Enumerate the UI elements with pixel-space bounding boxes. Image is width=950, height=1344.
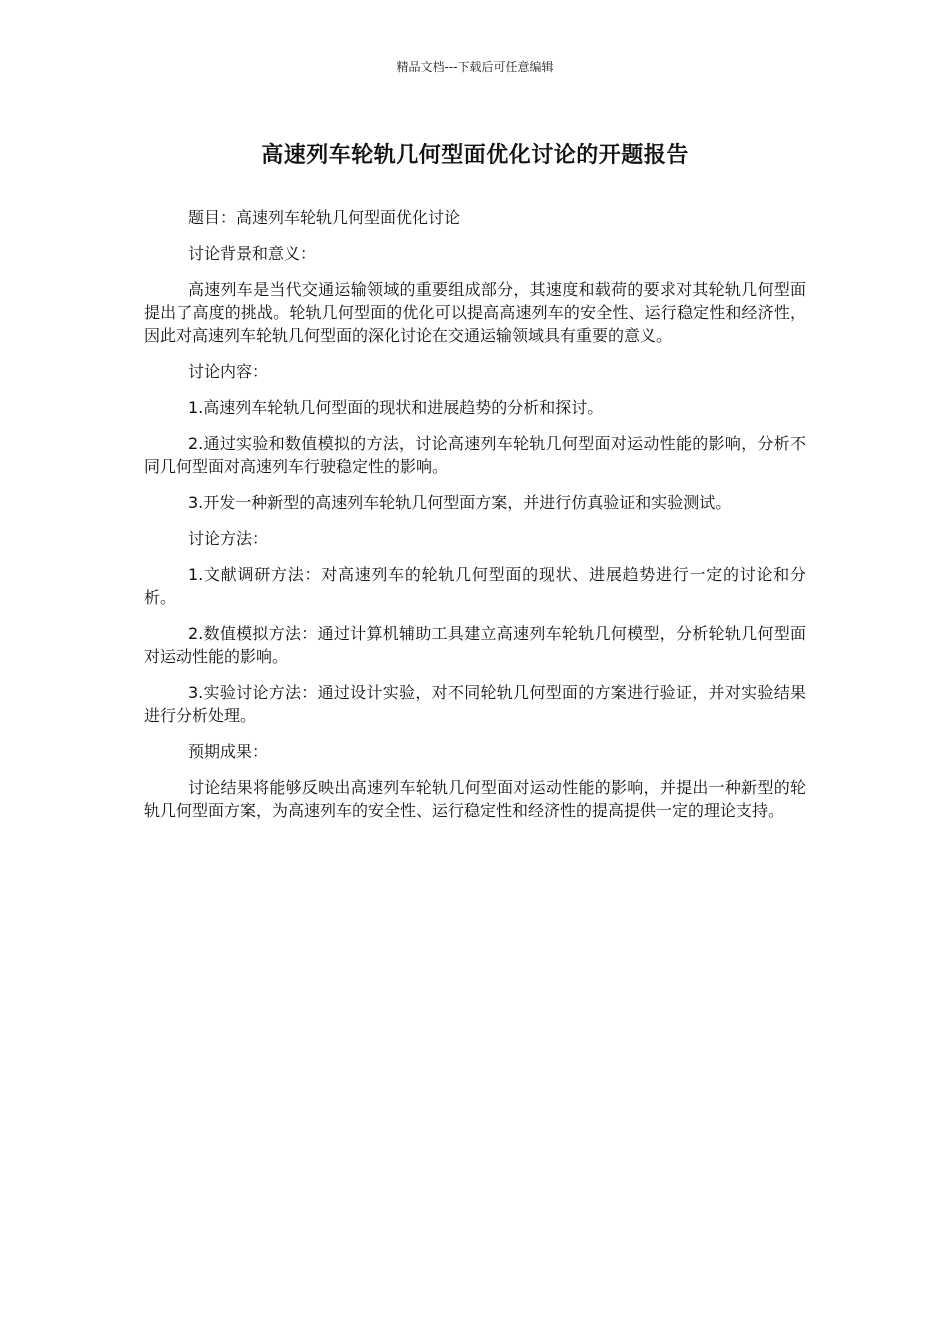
- section-heading-content: 讨论内容：: [188, 362, 269, 381]
- section-heading-background: 讨论背景和意义：: [188, 244, 317, 263]
- document-title: 高速列车轮轨几何型面优化讨论的开题报告: [261, 143, 689, 168]
- section-heading-outcomes: 预期成果：: [188, 742, 269, 761]
- topic-line: 题目：高速列车轮轨几何型面优化讨论: [188, 208, 461, 227]
- content-item-2: 2.通过实验和数值模拟的方法，讨论高速列车轮轨几何型面对运动性能的影响，分析不同几何型面对高速列车行驶稳定性的影响。: [144, 434, 806, 476]
- document-body: [144, 206, 806, 835]
- section-heading-methods: 讨论方法：: [188, 529, 269, 548]
- content-item-1: 1.高速列车轮轨几何型面的现状和进展趋势的分析和探讨。: [188, 398, 604, 417]
- method-item-3: 3.实验讨论方法：通过设计实验，对不同轮轨几何型面的方案进行验证，并对实验结果进行分析处理。: [144, 683, 806, 725]
- method-item-1: 1.文献调研方法：对高速列车的轮轨几何型面的现状、进展趋势进行一定的讨论和分析。: [144, 565, 806, 607]
- method-item-2: 2.数值模拟方法：通过计算机辅助工具建立高速列车轮轨几何模型，分析轮轨几何型面对运动性能的影响。: [144, 624, 806, 666]
- background-paragraph: 高速列车是当代交通运输领域的重要组成部分，其速度和载荷的要求对其轮轨几何型面提出了高度的挑战。轮轨几何型面的优化可以提高高速列车的安全性、运行稳定性和经济性，因此对高速列车轮轨几何型面的深化讨论在交通运输领域具有重要的意义。: [144, 280, 806, 345]
- outcomes-paragraph: 讨论结果将能够反映出高速列车轮轨几何型面对运动性能的影响，并提出一种新型的轮轨几何型面方案，为高速列车的安全性、运行稳定性和经济性的提高提供一定的理论支持。: [144, 778, 806, 820]
- content-item-3: 3.开发一种新型的高速列车轮轨几何型面方案，并进行仿真验证和实验测试。: [188, 493, 732, 512]
- header-note: 精品文档---下载后可任意编辑: [396, 60, 554, 74]
